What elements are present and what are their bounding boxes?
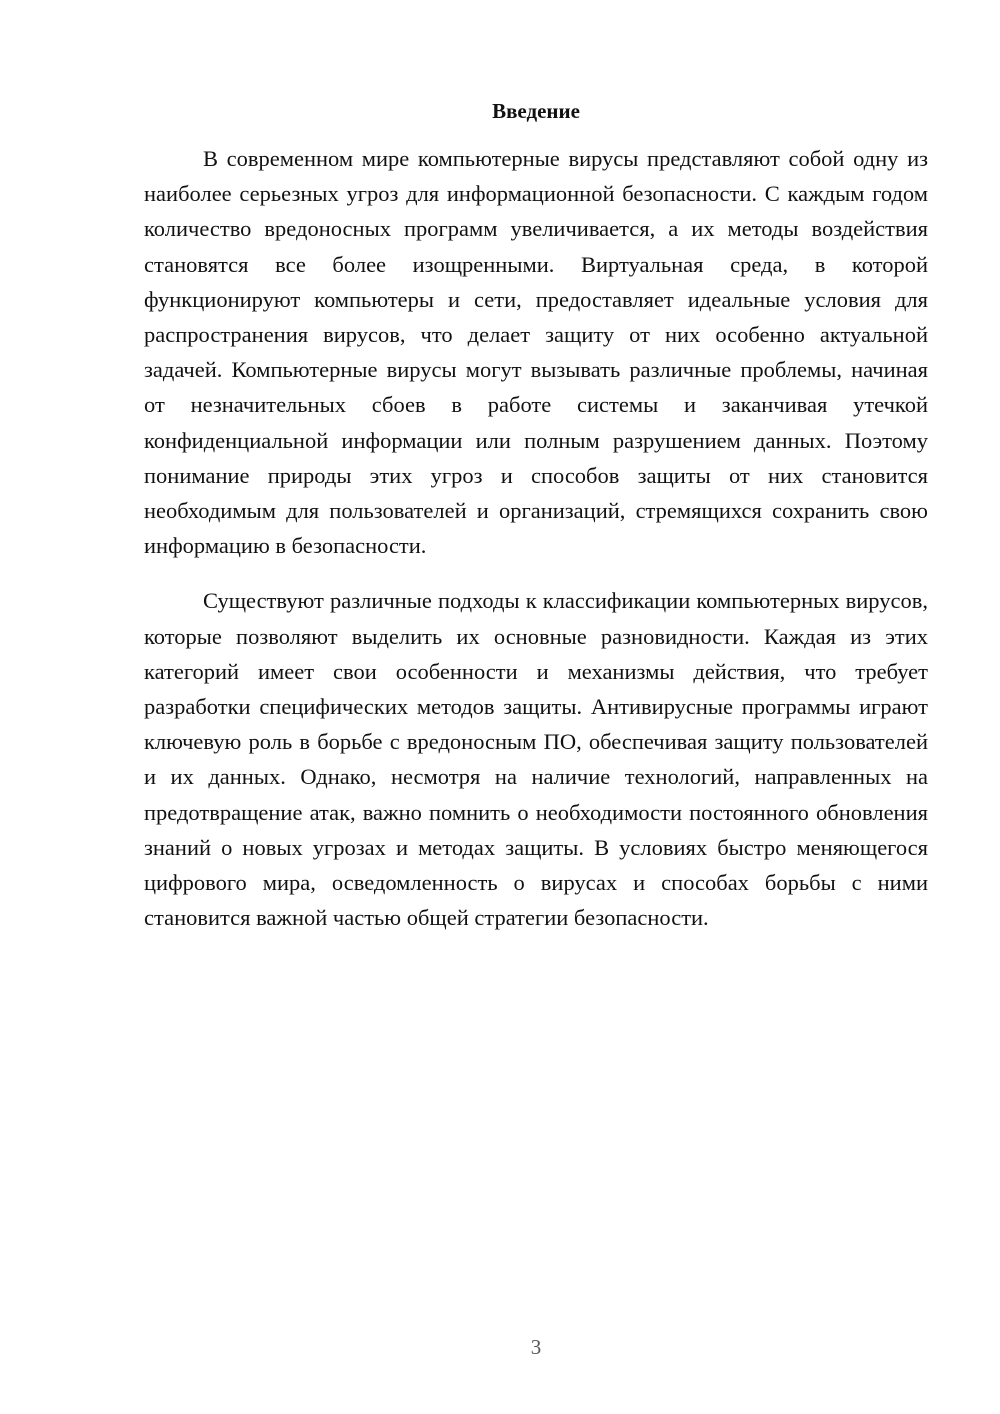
paragraph-1: В современном мире компьютерные вирусы представляют собой одну из наиболее серьезных угроз для информационной безопасности. С каждым годом количество вредоносных программ увеличивается, а их методы воздействия становятся все более изощренными. Виртуальная среда, в которой функционируют компьютеры и сети, предоставляет идеальные условия для распространения вирусов, что делает защиту от них особенно актуальной задачей. Компьютерные вирусы могут вызывать различные проблемы, начиная от незначительных сбоев в работе системы и заканчивая утечкой конфиденциальной информации или полным разрушением данных. Поэтому понимание природы этих угроз и способов защиты от них становится необходимым для пользователей и организаций, стремящихся сохранить свою информацию в безопасности.: [144, 146, 928, 559]
section-heading: Введение: [492, 99, 580, 123]
page-number: 3: [530, 1335, 542, 1359]
body-text: [144, 141, 928, 935]
paragraph-2: Существуют различные подходы к классификации компьютерных вирусов, которые позволяют выделить их основные разновидности. Каждая из этих категорий имеет свои особенности и механизмы действия, что требует разработки специфических методов защиты. Антивирусные программы играют ключевую роль в борьбе с вредоносным ПО, обеспечивая защиту пользователей и их данных. Однако, несмотря на наличие технологий, направленных на предотвращение атак, важно помнить о необходимости постоянного обновления знаний о новых угрозах и методах защиты. В условиях быстро меняющегося цифрового мира, осведомленность о вирусах и способах борьбы с ними становится важной частью общей стратегии безопасности.: [144, 588, 928, 931]
